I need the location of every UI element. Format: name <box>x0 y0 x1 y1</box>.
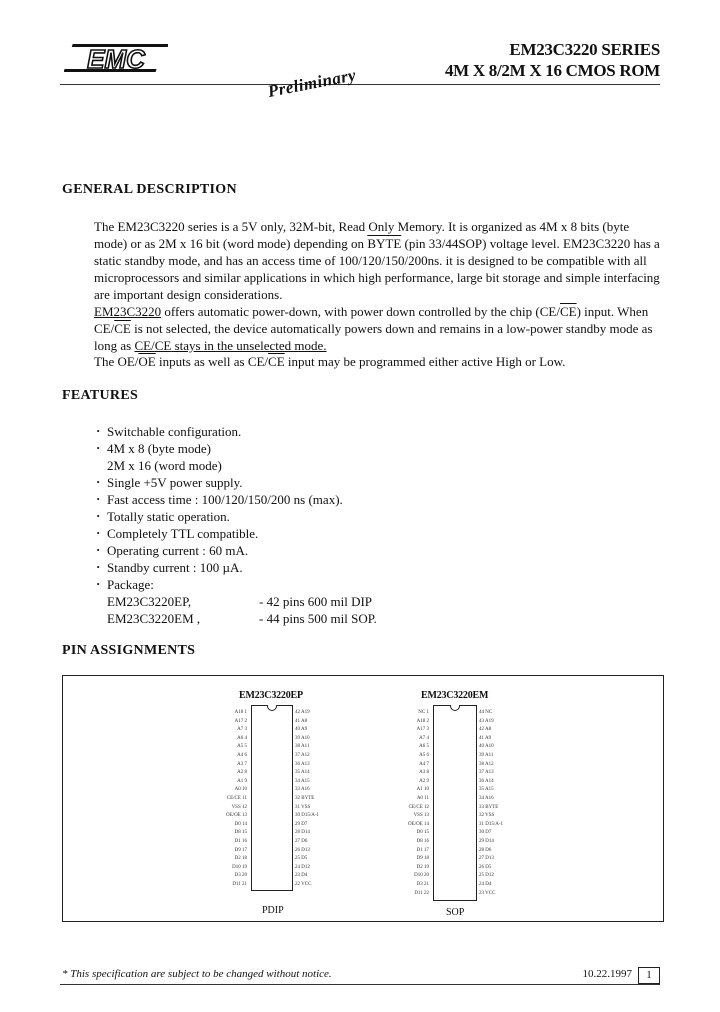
pin-label: A18 2 <box>416 718 429 724</box>
pin-label: 29 D14 <box>479 839 494 844</box>
page-number: 1 <box>638 967 660 984</box>
list-item: · Operating current : 60 mA. <box>96 542 377 559</box>
pin-label: D10 20 <box>414 873 429 879</box>
pin-label: D0 15 <box>416 830 429 836</box>
pin-label: A6 4 <box>237 735 247 741</box>
list-item: · Package: <box>96 576 377 593</box>
pin-label: CE/CE 12 <box>408 804 429 810</box>
pin-label: A3 8 <box>419 770 429 776</box>
pin-label: D8 16 <box>416 839 429 844</box>
document-date: 10.22.1997 <box>582 968 632 980</box>
pin-label: A3 7 <box>237 761 247 767</box>
product-subtitle: 4M X 8/2M X 16 CMOS ROM <box>444 61 660 80</box>
pin-label: A1 9 <box>237 778 247 784</box>
general-paragraph-2: EM23C3220 offers automatic power-down, with power down controlled by the chip $(CE/\overline{CE})$ input. When $CE/\overline{CE}$ is not selected, the device automatically powers down and remains in a low-power standby mode as long as CE/CE stays in the unselected mode. <box>94 304 653 353</box>
series-title: EM23C3220 SERIES <box>509 40 660 59</box>
pin-label: A7 4 <box>419 735 429 741</box>
pdip-title: EM23C3220EP <box>239 690 303 701</box>
list-item: · Standby current : 100 µA. <box>96 559 377 576</box>
pin-label: A1 10 <box>416 787 429 793</box>
pin-label: 25 D5 <box>295 856 308 862</box>
pin-label: 40 A10 <box>479 744 494 750</box>
sop-chip <box>433 705 477 901</box>
pin-label: 38 A12 <box>479 761 494 767</box>
pin-label: A17 3 <box>416 727 429 733</box>
pin-label: 41 A9 <box>479 735 492 741</box>
pin-label: A5 5 <box>237 744 247 750</box>
pin-label: 33 A16 <box>295 787 310 793</box>
pin-label: 40 A9 <box>295 727 308 733</box>
pin-label: 37 A12 <box>295 753 310 758</box>
pin-label: D2 18 <box>234 856 247 862</box>
pin-label: 28 D6 <box>479 847 492 853</box>
pin-label: 35 A15 <box>479 787 494 793</box>
pdip-chip <box>251 705 293 891</box>
pin-label: 24 D4 <box>479 882 492 887</box>
pin-label: 39 A10 <box>295 735 310 741</box>
pin-label: 42 A8 <box>479 727 492 733</box>
pin-label: 27 D6 <box>295 839 308 844</box>
pin-label: 34 A16 <box>479 796 494 801</box>
pin-label: OE/OE 13 <box>226 813 247 819</box>
pin-label: 31 VSS <box>295 804 311 810</box>
pin-label: 28 D14 <box>295 830 310 836</box>
features-list <box>96 423 377 627</box>
pin-label: 31 D15/A-1 <box>479 821 504 827</box>
list-item: 2M x 16 (word mode) <box>107 458 222 473</box>
pin-label: A17 2 <box>234 718 247 724</box>
list-item: · Single +5V power supply. <box>96 474 377 491</box>
pin-label: 32 VSS <box>479 813 495 819</box>
header-rule <box>60 84 660 85</box>
pin-label: VSS 12 <box>231 804 247 810</box>
package-row: EM23C3220EP, - 42 pins 600 mil DIP <box>107 594 373 609</box>
pin-label: A2 8 <box>237 770 247 776</box>
pin-diagram-frame <box>62 675 664 922</box>
pin-label: VSS 13 <box>413 813 429 819</box>
sop-label: SOP <box>446 907 465 918</box>
list-item: · Switchable configuration. <box>96 423 377 440</box>
footnote: * This specification are subject to be changed without notice. <box>62 968 332 980</box>
pin-label: D3 20 <box>234 873 247 879</box>
pin-label: 30 D7 <box>479 830 492 836</box>
pin-label: CE/CE 11 <box>226 796 247 801</box>
pin-label: 44 NC <box>479 710 493 715</box>
pin-label: 38 A11 <box>295 744 310 750</box>
pin-label: 41 A8 <box>295 718 308 724</box>
pin-label: 29 D7 <box>295 821 308 827</box>
preliminary-stamp: Preliminary <box>266 65 358 102</box>
pin-label: OE/OE 14 <box>408 821 429 827</box>
pin-label: 43 A19 <box>479 718 494 724</box>
pin-label: D3 21 <box>416 882 429 887</box>
package-row: EM23C3220EM , - 44 pins 500 mil SOP. <box>107 611 377 626</box>
features-heading: FEATURES <box>62 388 139 403</box>
pin-label: 37 A13 <box>479 770 494 776</box>
pdip-label: PDIP <box>262 905 284 916</box>
sop-title: EM23C3220EM <box>421 690 489 701</box>
pin-label: A2 9 <box>419 778 429 784</box>
pin-label: 22 VCC <box>295 882 312 887</box>
list-item: · Completely TTL compatible. <box>96 525 377 542</box>
pin-label: 23 VCC <box>479 890 496 896</box>
pin-label: A4 6 <box>237 753 247 758</box>
pin-label: 36 A14 <box>479 778 494 784</box>
general-paragraph-3: The $OE/\overline{OE}$ inputs as well as $CE/\overline{CE}$ input may be programmed either active High or Low. <box>94 354 566 369</box>
pin-label: D9 18 <box>416 856 429 862</box>
pin-label: D10 19 <box>232 864 247 870</box>
pin-label: 24 D12 <box>295 864 310 870</box>
pin-label: A7 3 <box>237 727 247 733</box>
general-description-heading: GENERAL DESCRIPTION <box>62 182 237 197</box>
pin-label: 30 D15/A-1 <box>295 813 320 819</box>
pin-label: D2 19 <box>416 864 429 870</box>
pin-label: A6 5 <box>419 744 429 750</box>
pin-label: D1 16 <box>234 839 247 844</box>
pin-label: A0 11 <box>416 796 429 801</box>
pin-label: D1 17 <box>416 847 429 853</box>
emc-logo <box>64 40 168 76</box>
pin-label: 32 BYTE <box>295 796 315 801</box>
pin-label: D8 15 <box>234 830 247 836</box>
list-item: · Fast access time : 100/120/150/200 ns (max). <box>96 491 377 508</box>
pin-label: NC 1 <box>418 710 429 715</box>
pin-label: A0 10 <box>234 787 247 793</box>
pin-label: D11 22 <box>414 890 429 896</box>
pin-label: 42 A19 <box>295 710 310 715</box>
logo-text: EMC <box>87 44 145 74</box>
list-item: · Totally static operation. <box>96 508 377 525</box>
pin-label: 25 D12 <box>479 873 494 879</box>
footer-rule <box>60 984 660 985</box>
pin-assignments-heading: PIN ASSIGNMENTS <box>62 643 196 658</box>
pin-label: A4 7 <box>419 761 429 767</box>
list-item: · 4M x 8 (byte mode) <box>96 440 377 457</box>
pin-label: 39 A11 <box>479 753 494 758</box>
pin-label: A5 6 <box>419 753 429 758</box>
pin-label: A18 1 <box>234 710 247 715</box>
pin-label: 34 A15 <box>295 778 310 784</box>
pin-label: D11 21 <box>232 882 247 887</box>
pin-label: 26 D5 <box>479 864 492 870</box>
general-paragraph-1: The EM23C3220 series is a 5V only, 32M-bit, Read Only Memory. It is organized as 4M x 8 bits (byte mode) or as 2M x 16 bit (word mode) depending on BYTE (pin 33/44SOP) voltage level. EM23C3220 has a static standby mode, and has an access time of 100/120/150/200ns. it is designed to be compatible with all microprocessors and similar applications in which high performance, large bit storage and simple interfacing are important design considerations. <box>94 219 660 302</box>
pin-label: D0 14 <box>234 821 247 827</box>
pin-label: 33 BYTE <box>479 804 499 810</box>
pin-label: 35 A14 <box>295 770 310 776</box>
pin-label: D9 17 <box>234 847 247 853</box>
pin-label: 36 A13 <box>295 761 310 767</box>
pin-label: 23 D4 <box>295 873 308 879</box>
pin-label: 27 D13 <box>479 856 494 862</box>
pin-label: 26 D13 <box>295 847 310 853</box>
